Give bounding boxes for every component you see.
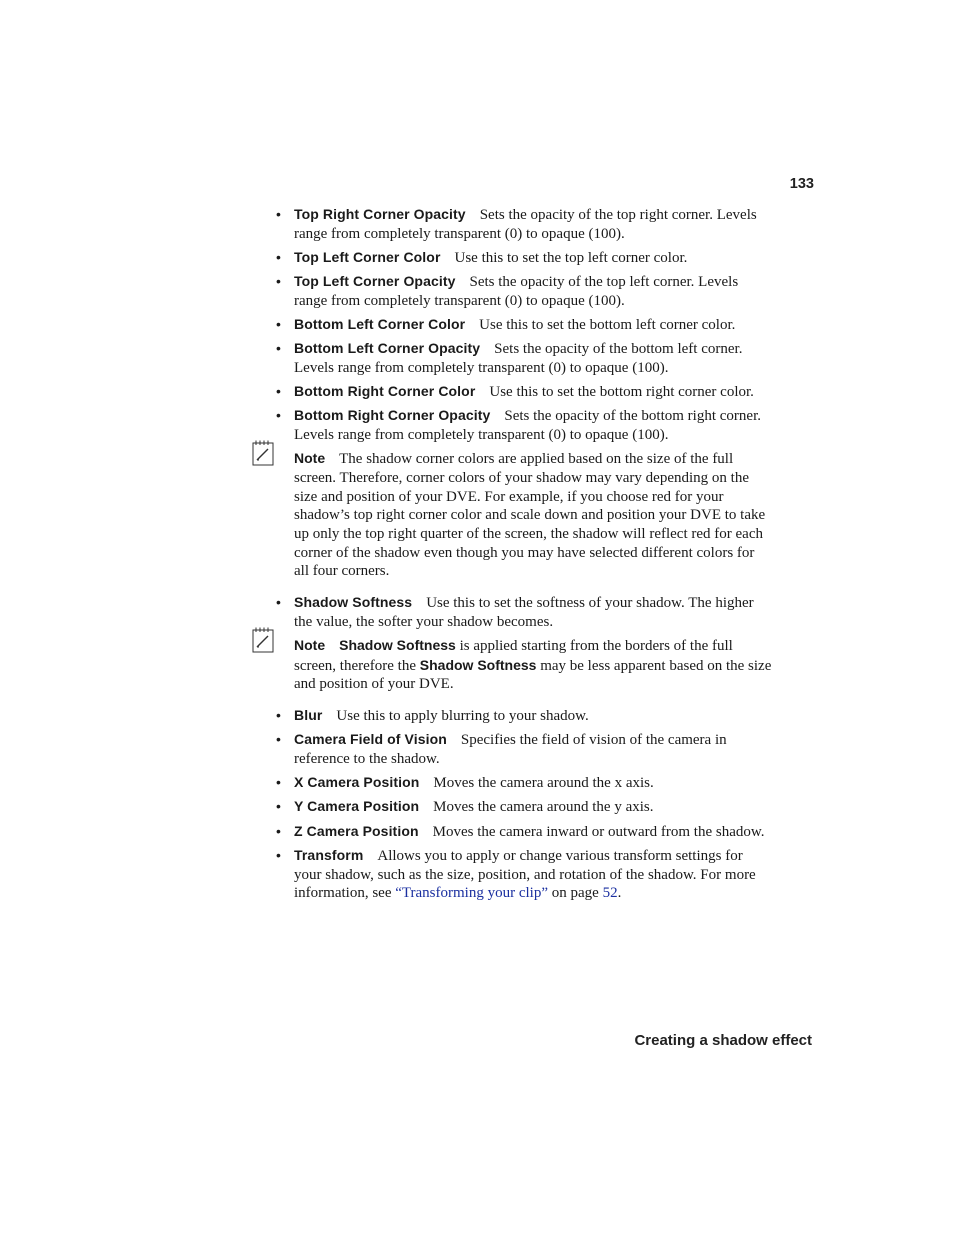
page-content: [294, 205, 772, 908]
list-item: [294, 205, 772, 243]
list-item: [294, 593, 772, 631]
page-number: 133: [789, 176, 814, 192]
item-term: X Camera Position: [294, 774, 420, 791]
list-item: [294, 406, 772, 444]
list-item: [294, 248, 772, 268]
list-item: [294, 797, 772, 817]
item-term: Transform: [294, 846, 364, 863]
item-term: Top Left Corner Opacity: [294, 273, 456, 290]
item-description: Moves the camera around the x axis.: [433, 775, 654, 792]
list-item: [294, 339, 772, 377]
page-footer-title: Creating a shadow effect: [634, 1032, 812, 1049]
list-item: [294, 730, 772, 768]
note-text: is applied starting from the borders of the full screen, therefore the: [294, 638, 733, 674]
item-description: Use this to set the bottom right corner color.: [489, 384, 754, 401]
notepad-icon: [252, 627, 274, 653]
list-item: [294, 822, 772, 842]
item-description: Use this to apply blurring to your shadow.: [336, 708, 589, 725]
item-description: Sets the opacity of the top right corner. Levels range from completely transparent (0) to opaque (100).: [294, 207, 757, 242]
item-term: Bottom Left Corner Opacity: [294, 340, 481, 357]
list-item: [294, 706, 772, 726]
note-term: Shadow Softness: [419, 656, 537, 673]
list-item: [294, 315, 772, 335]
notepad-icon: [252, 440, 274, 466]
item-description: Allows you to apply or change various transform settings for your shadow, such as the size, position, and rotation of the shadow. For more information, see: [294, 847, 756, 902]
list-item: [294, 773, 772, 793]
item-term: Top Left Corner Color: [294, 248, 441, 265]
note-label: Note: [294, 450, 326, 467]
note-label: Note: [294, 637, 326, 654]
note-text: may be less apparent based on the size and position of your DVE.: [294, 657, 772, 693]
list-item: [294, 846, 772, 903]
item-term: Z Camera Position: [294, 822, 419, 839]
list-item: [294, 382, 772, 402]
item-term: Bottom Right Corner Color: [294, 383, 476, 400]
transforming-clip-link[interactable]: “Transforming your clip”: [395, 885, 548, 902]
note-text: The shadow corner colors are applied based on the size of the full screen. Therefore, corner colors of your shadow may vary depending on the size and position of your DVE. For example, if you choose red for your shadow’s top right corner color and scale down and position your DVE to take up only the top right quarter of the screen, the shadow will reflect red for each corner of the shadow even though you may have selected different colors for all four corners.: [294, 451, 766, 580]
item-term: Camera Field of Vision: [294, 731, 447, 748]
item-description: Moves the camera around the y axis.: [433, 799, 654, 816]
item-term: Bottom Right Corner Opacity: [294, 407, 491, 424]
item-term: Blur: [294, 707, 323, 724]
note-block: [294, 449, 772, 581]
item-term: Y Camera Position: [294, 798, 420, 815]
page-reference-link[interactable]: 52: [602, 885, 618, 902]
item-description: Use this to set the top left corner color.: [454, 249, 688, 266]
item-description: Use this to set the softness of your shadow. The higher the value, the softer your shadow becomes.: [294, 595, 754, 630]
item-description: Sets the opacity of the top left corner. Levels range from completely transparent (0) to opaque (100).: [294, 274, 739, 309]
item-term: Top Right Corner Opacity: [294, 206, 466, 222]
item-term: Bottom Left Corner Color: [294, 316, 466, 333]
note-term: Shadow Softness: [339, 637, 456, 654]
item-description: Sets the opacity of the bottom left corner. Levels range from completely transparent (0) to opaque (100).: [294, 341, 743, 376]
item-description-cont: on page: [548, 885, 603, 902]
list-item: [294, 272, 772, 310]
item-description: Specifies the field of vision of the camera in reference to the shadow.: [294, 732, 727, 768]
item-term: Shadow Softness: [294, 594, 413, 611]
note-block: [294, 636, 772, 694]
item-description: Sets the opacity of the bottom right corner. Levels range from completely transparent (0) to opaque (100).: [294, 408, 761, 444]
item-description: Moves the camera inward or outward from the shadow.: [432, 823, 765, 840]
item-description-end: .: [617, 885, 622, 902]
item-description: Use this to set the bottom left corner color.: [479, 317, 736, 334]
